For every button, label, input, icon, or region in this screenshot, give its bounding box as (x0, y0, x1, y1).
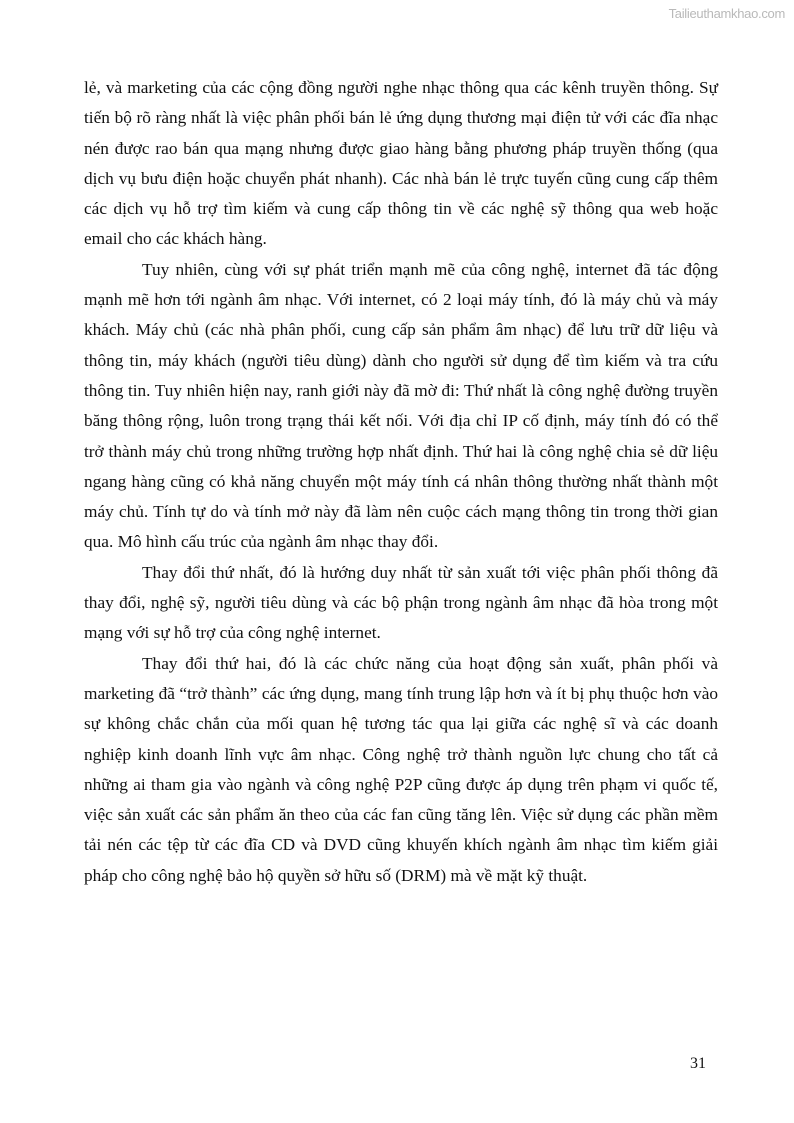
page-number: 31 (690, 1055, 706, 1072)
document-body (84, 73, 718, 891)
watermark: Tailieuthamkhao.com (668, 6, 785, 21)
paragraph-2: Tuy nhiên, cùng với sự phát triển mạnh mẽ của công nghệ, internet đã tác động mạnh mẽ hơn tới ngành âm nhạc. Với internet, có 2 loại máy tính, đó là máy chủ và máy khách. Máy chủ (các nhà phân phối, cung cấp sản phẩm âm nhạc) để lưu trữ dữ liệu và thông tin, máy khách (người tiêu dùng) dành cho người sử dụng để tìm kiếm và tra cứu thông tin. Tuy nhiên hiện nay, ranh giới này đã mờ đi: Thứ nhất là công nghệ đường truyền băng thông rộng, luôn trong trạng thái kết nối. Với địa chỉ IP cố định, máy tính đó có thể trở thành máy chủ trong những trường hợp nhất định. Thứ hai là công nghệ chia sẻ dữ liệu ngang hàng cũng có khả năng chuyển một máy tính cá nhân thông thường nhất thành một máy chủ. Tính tự do và tính mở này đã làm nên cuộc cách mạng thông tin trong thời gian qua. Mô hình cấu trúc của ngành âm nhạc thay đổi. (84, 259, 718, 552)
paragraph-4: Thay đổi thứ hai, đó là các chức năng của hoạt động sản xuất, phân phối và marketing đã “trở thành” các ứng dụng, mang tính trung lập hơn và ít bị phụ thuộc hơn vào sự không chắc chắn của mối quan hệ tương tác qua lại giữa các nghệ sĩ và các doanh nghiệp kinh doanh lĩnh vực âm nhạc. Công nghệ trở thành nguồn lực chung cho tất cả những ai tham gia vào ngành và công nghệ P2P cũng được áp dụng trên phạm vi quốc tế, việc sản xuất các sản phẩm ăn theo của các fan cũng tăng lên. Việc sử dụng các phần mềm tải nén các tệp từ các đĩa CD và DVD cũng khuyến khích ngành âm nhạc tìm kiếm giải pháp cho công nghệ bảo hộ quyền sở hữu số (DRM) mà về mặt kỹ thuật. (84, 653, 718, 885)
paragraph-1: lẻ, và marketing của các cộng đồng người nghe nhạc thông qua các kênh truyền thông. Sự tiến bộ rõ ràng nhất là việc phân phối bán lẻ ứng dụng thương mại điện tử với các đĩa nhạc nén được rao bán qua mạng nhưng được giao hàng bằng phương pháp truyền thống (qua dịch vụ bưu điện hoặc chuyển phát nhanh). Các nhà bán lẻ trực tuyến cũng cung cấp thêm các dịch vụ hỗ trợ tìm kiếm và cung cấp thông tin về các nghệ sỹ thông qua web hoặc email cho các khách hàng. (84, 78, 718, 249)
paragraph-3: Thay đổi thứ nhất, đó là hướng duy nhất từ sản xuất tới việc phân phối thông đã thay đổi, nghệ sỹ, người tiêu dùng và các bộ phận trong ngành âm nhạc đã hòa trong một mạng với sự hỗ trợ của công nghệ internet. (84, 562, 718, 643)
